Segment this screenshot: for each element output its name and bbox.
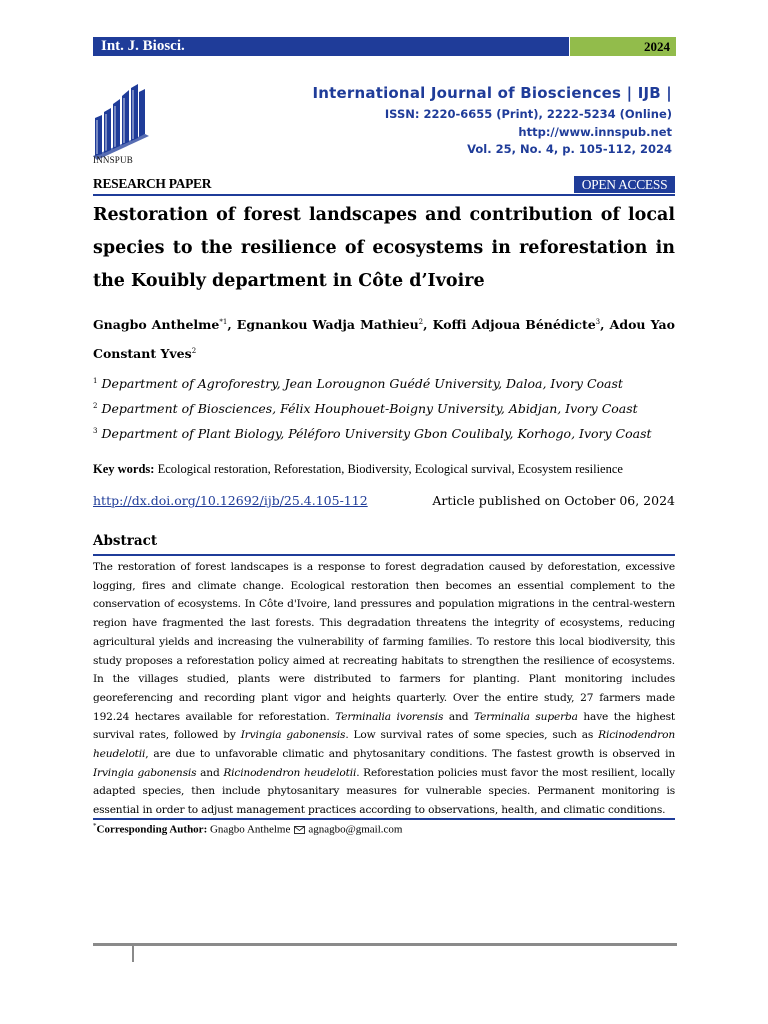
footer-divider (93, 943, 677, 946)
species-name: Terminalia ivorensis (335, 710, 444, 723)
abstract-divider-top (93, 554, 675, 556)
affiliation-text: Department of Biosciences, Félix Houphouet-Boigny University, Abidjan, Ivory Coast (101, 401, 638, 416)
author-superscript: 3 (595, 318, 601, 326)
paper-title: Restoration of forest landscapes and contribution of local species to the resilience of ecosystems in reforestation in the Kouibly department in Côte d’Ivoire (93, 205, 675, 291)
affiliation-text: Department of Plant Biology, Péléforo University Gbon Coulibaly, Korhogo, Ivory Coast (101, 426, 652, 441)
journal-volume: Vol. 25, No. 4, p. 105-112, 2024 (467, 142, 672, 156)
author-name: Adou Yao Constant Yves (93, 317, 675, 362)
author-superscript: *1 (219, 318, 228, 326)
keywords-label: Key words: (93, 462, 155, 476)
corresponding-email[interactable]: agnagbo@gmail.com (308, 823, 403, 836)
abstract-segment: have the highest survival rates, followed by (93, 710, 676, 742)
affiliation (93, 426, 652, 441)
author-superscript: 2 (418, 318, 424, 326)
affiliation-number: 2 (93, 401, 98, 410)
keywords (93, 462, 675, 477)
species-name: Ricinodendron heudelotii (223, 766, 357, 779)
affiliation (93, 376, 623, 391)
abstract-segment: The restoration of forest landscapes is a response to forest degradation caused by deforestation, excessive logging, fires and climate change. Ecological restoration then becomes an essential complement to the conservation of ecosystems. In Côte d'Ivoire, land pressures and population migrations in the central-western region have fragmented the last forests. This degradation threatens the integrity of ecosystems, reducing agricultural yields and increasing the vulnerability of farming families. To restore this local biodiversity, this study proposes a reforestation policy aimed at recreating habitats to strengthen the resilience of ecosystems. In the villages studied, plants were distributed to farmers for planting. Plant monitoring includes georeferencing and recording plant vigor and heights quarterly. Over the entire study, 27 farmers made 192.24 hectares available for reforestation. (93, 561, 675, 723)
author-name: Gnagbo Anthelme (93, 317, 220, 333)
open-access-badge: OPEN ACCESS (574, 176, 675, 193)
abstract-segment: . Low survival rates of some species, such as (345, 729, 599, 742)
abstract-text (93, 558, 675, 820)
species-name: Terminalia superba (474, 710, 578, 723)
abstract-segment: and (443, 710, 475, 723)
abstract-divider-bottom (93, 818, 675, 820)
abstract-segment: and (196, 766, 224, 779)
author-list: Gnagbo Anthelme$^{*1}$, Egnankou Wadja Mathieu$^2$, Koffi Adjoua Bénédicte$^3$, Adou Yao Constant Yves$^2$ (93, 317, 675, 362)
journal-title: International Journal of Biosciences | IJB | (312, 84, 672, 102)
affiliation-number: 3 (93, 426, 98, 435)
keywords-text: Ecological restoration, Reforestation, Biodiversity, Ecological survival, Ecosystem resilience (157, 462, 623, 476)
affiliation-number: 1 (93, 376, 98, 385)
species-name: Irvingia gabonensis (240, 729, 346, 742)
corresponding-mark: * (93, 822, 97, 830)
footer-tick (132, 946, 134, 962)
paper-type: RESEARCH PAPER (93, 176, 212, 191)
corresponding-label: Corresponding Author: (96, 823, 208, 836)
abstract-segment: . Reforestation policies must favor the most resilient, locally adapted species, then include phytosanitary measures for vulnerable species. Permanent monitoring is essential in order to adjust management practices according to observations, health, and climatic conditions. (93, 766, 675, 817)
innspub-books-icon (93, 84, 153, 166)
author-superscript: 2 (191, 347, 197, 356)
journal-url[interactable]: http://www.innspub.net (518, 125, 672, 139)
journal-short-title: Int. J. Biosci. (93, 37, 569, 56)
published-date: Article published on October 06, 2024 (432, 493, 675, 508)
affiliation (93, 401, 638, 416)
header-year: 2024 (570, 37, 676, 56)
author-name: Koffi Adjoua Bénédicte (432, 317, 596, 333)
affiliation-text: Department of Agroforestry, Jean Lorougnon Guédé University, Daloa, Ivory Coast (101, 376, 623, 391)
author-name: Egnankou Wadja Mathieu (236, 317, 419, 333)
header-divider (93, 194, 675, 196)
mail-icon (294, 826, 305, 834)
corresponding-author (93, 822, 402, 836)
logo-text: INNSPUB (93, 155, 133, 165)
abstract-segment: , are due to unfavorable climatic and phytosanitary conditions. The fastest growth is observed in (145, 748, 675, 761)
abstract-heading: Abstract (93, 533, 158, 549)
journal-issn: ISSN: 2220-6655 (Print), 2222-5234 (Online) (384, 107, 672, 121)
species-name: Ricinodendron heudelotii (93, 729, 675, 761)
species-name: Irvingia gabonensis (93, 766, 197, 779)
corresponding-name: Gnagbo Anthelme (209, 823, 291, 836)
doi-link[interactable]: http://dx.doi.org/10.12692/ijb/25.4.105-112 (93, 493, 368, 508)
